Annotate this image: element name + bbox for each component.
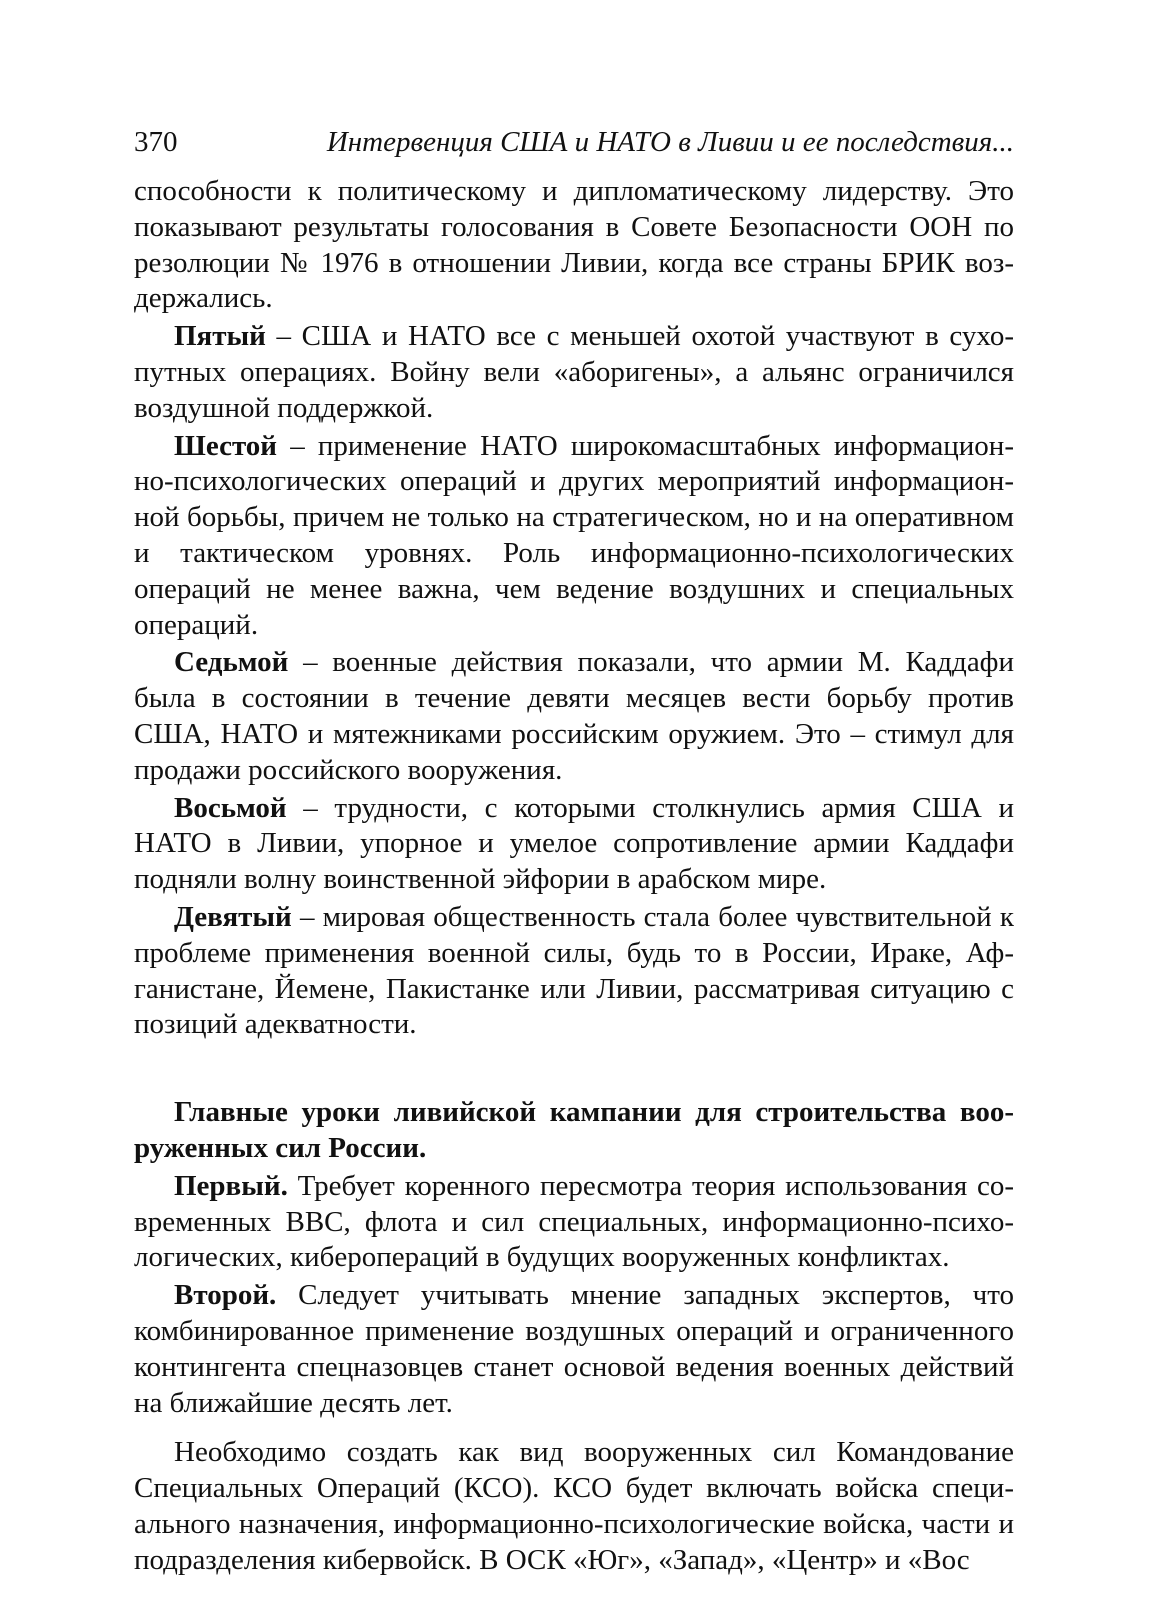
- paragraph-continuation: [134, 174, 1014, 317]
- paragraph-sixth: [134, 429, 1014, 644]
- paragraph-lead: Седьмой: [174, 646, 289, 679]
- paragraph-eighth: [134, 791, 1014, 898]
- paragraph-lead: Восьмой: [174, 791, 287, 824]
- paragraph-text: – мировая общественность стала более чувствительной к проблеме применения военной силы, будь то в России, Ираке, Афганистане, Йемене, Пакистанке или Ливии, рассматривая ситуацию с позиций адекватности.: [134, 900, 1014, 1041]
- paragraph-lead: Шестой: [174, 429, 278, 462]
- lesson-text: Следует учитывать мнение западных экспертов, что комбинированное применение воздушных операций и ограниченного контингента спецназовцев станет основой ведения военных действий на ближайшие десять лет.: [134, 1279, 1014, 1419]
- paragraph-lead: Пятый: [174, 320, 266, 353]
- lesson-lead: Первый.: [174, 1169, 288, 1202]
- lesson-first: [134, 1169, 1014, 1276]
- book-page: [134, 124, 1014, 1578]
- lesson-second: [134, 1278, 1014, 1421]
- paragraph-text: – США и НАТО все с меньшей охотой участвуют в сухопутных операциях. Войну вели «аборигены», а альянс ограничился воздушной поддержкой.: [134, 320, 1014, 424]
- paragraph-text: способности к политическому и дипломатическому лидерству. Это показывают результаты голосования в Совете Безопасности ООН по резолюции № 1976 в отношении Ливии, когда все страны БРИК воздержались.: [134, 175, 1014, 315]
- paragraph-text: – применение НАТО широкомасштабных информационно-психологических операций и других мероприятий информационной борьбы, причем не только на стратегическом, но и на оперативном и тактическом уровнях. Роль информационно-психологических операций не менее важна, чем ведение воздушних и специальных операций.: [134, 429, 1014, 641]
- running-header: [134, 124, 1014, 160]
- lesson-text: Требует коренного пересмотра теория использования современных ВВС, флота и сил специальных, информационно-психологических, кибeропераций в будущих вооруженных конфликтах.: [134, 1169, 1014, 1274]
- section-heading: Главные уроки ливийской кампании для строительства вооруженных сил России.: [134, 1096, 1014, 1164]
- page-body: [134, 174, 1014, 1578]
- lesson-lead: Второй.: [174, 1279, 277, 1312]
- paragraph-fifth: [134, 319, 1014, 426]
- paragraph-text: Необходимо создать как вид вооруженных сил Командование Специальных Операций (КСО). КСО будет включать войска специального назначения, информационно-психологические войска, части и подразделения кибервойск. В ОСК «Юг», «Запад», «Центр» и «Вос: [134, 1436, 1014, 1576]
- running-title: Интервенция США и НАТО в Ливии и ее последствия...: [326, 126, 1014, 158]
- paragraph-kso: [134, 1435, 1014, 1578]
- page-number: 370: [134, 126, 178, 158]
- paragraph-lead: Девятый: [174, 900, 292, 933]
- paragraph-text: – военные действия показали, что армии М. Каддафи была в состоянии в течение девяти месяцев вести борьбу против США, НАТО и мятежниками российским оружием. Это – стимул для продажи российского вооружения.: [134, 646, 1014, 786]
- paragraph-text: – трудности, с которыми столкнулись армия США и НАТО в Ливии, упорное и умелое сопротивление армии Каддафи подняли волну воинственной эйфории в арабском мире.: [134, 791, 1014, 896]
- paragraph-ninth: [134, 900, 1014, 1043]
- paragraph-seventh: [134, 645, 1014, 788]
